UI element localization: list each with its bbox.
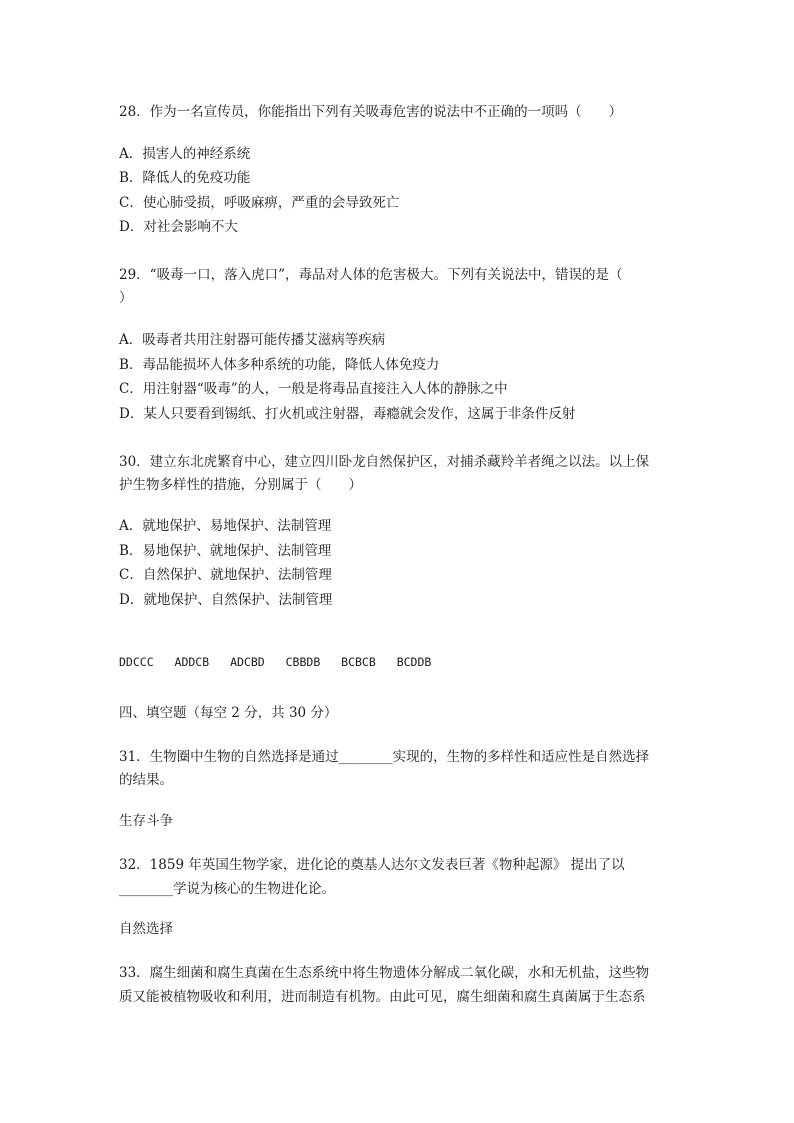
question-30-option-d: D．就地保护、自然保护、法制管理 (119, 592, 333, 608)
question-30-stem-line2: 护生物多样性的措施，分别属于（ ） (119, 477, 362, 493)
question-30-option-c: C．自然保护、就地保护、法制管理 (119, 567, 332, 583)
question-30-option-a: A．就地保护、易地保护、法制管理 (119, 518, 332, 534)
question-29-option-d: D．某人只要看到锡纸、打火机或注射器，毒瘾就会发作，这属于非条件反射 (119, 406, 576, 422)
answer-key: DDCCC ADDCB ADCBD CBBDB BCBCB BCDDB (119, 655, 432, 669)
question-31-line1: 31．生物圈中生物的自然选择是通过________实现的，生物的多样性和适应性是自然选择 (119, 749, 650, 765)
question-29-option-a: A．吸毒者共用注射器可能传播艾滋病等疾病 (119, 332, 386, 348)
question-33-line2: 质又能被植物吸收和利用，进而制造有机物。由此可见，腐生细菌和腐生真菌属于生态系 (119, 989, 646, 1005)
question-28-stem: 28．作为一名宣传员，你能指出下列有关吸毒危害的说法中不正确的一项吗（ ） (119, 104, 623, 120)
question-32-line1: 32．1859 年英国生物学家，进化论的奠基人达尔文发表巨著《物种起源》 提出了以 (119, 857, 625, 873)
question-31-line2: 的结果。 (119, 772, 173, 788)
question-33-line1: 33．腐生细菌和腐生真菌在生态系统中将生物遗体分解成二氧化碳，水和无机盐，这些物 (119, 965, 650, 981)
question-29-option-b: B．毒品能损坏人体多种系统的功能，降低人体免疫力 (119, 357, 440, 373)
section-heading: 四、填空题（每空 2 分，共 30 分） (119, 705, 338, 721)
question-28-option-a: A．损害人的神经系统 (119, 146, 251, 162)
question-28-option-c: C．使心肺受损，呼吸麻痹，严重的会导致死亡 (119, 195, 400, 211)
question-28-option-b: B．降低人的免疫功能 (119, 170, 251, 186)
question-32-line2: ________学说为核心的生物进化论。 (119, 881, 335, 897)
question-31-answer: 生存斗争 (119, 813, 173, 829)
question-29-stem-line1: 29．“吸毒一口，落入虎口”，毒品对人体的危害极大。下列有关说法中，错误的是（ (119, 267, 623, 283)
question-29-option-c: C．用注射器“吸毒”的人，一般是将毒品直接注入人体的静脉之中 (119, 381, 508, 397)
question-30-stem-line1: 30．建立东北虎繁育中心，建立四川卧龙自然保护区，对捕杀藏羚羊者绳之以法。以上保 (119, 454, 650, 470)
question-28-option-d: D．对社会影响不大 (119, 219, 238, 235)
question-32-answer: 自然选择 (119, 921, 173, 937)
question-29-stem-line2: ） (119, 290, 133, 306)
question-30-option-b: B．易地保护、就地保护、法制管理 (119, 543, 332, 559)
